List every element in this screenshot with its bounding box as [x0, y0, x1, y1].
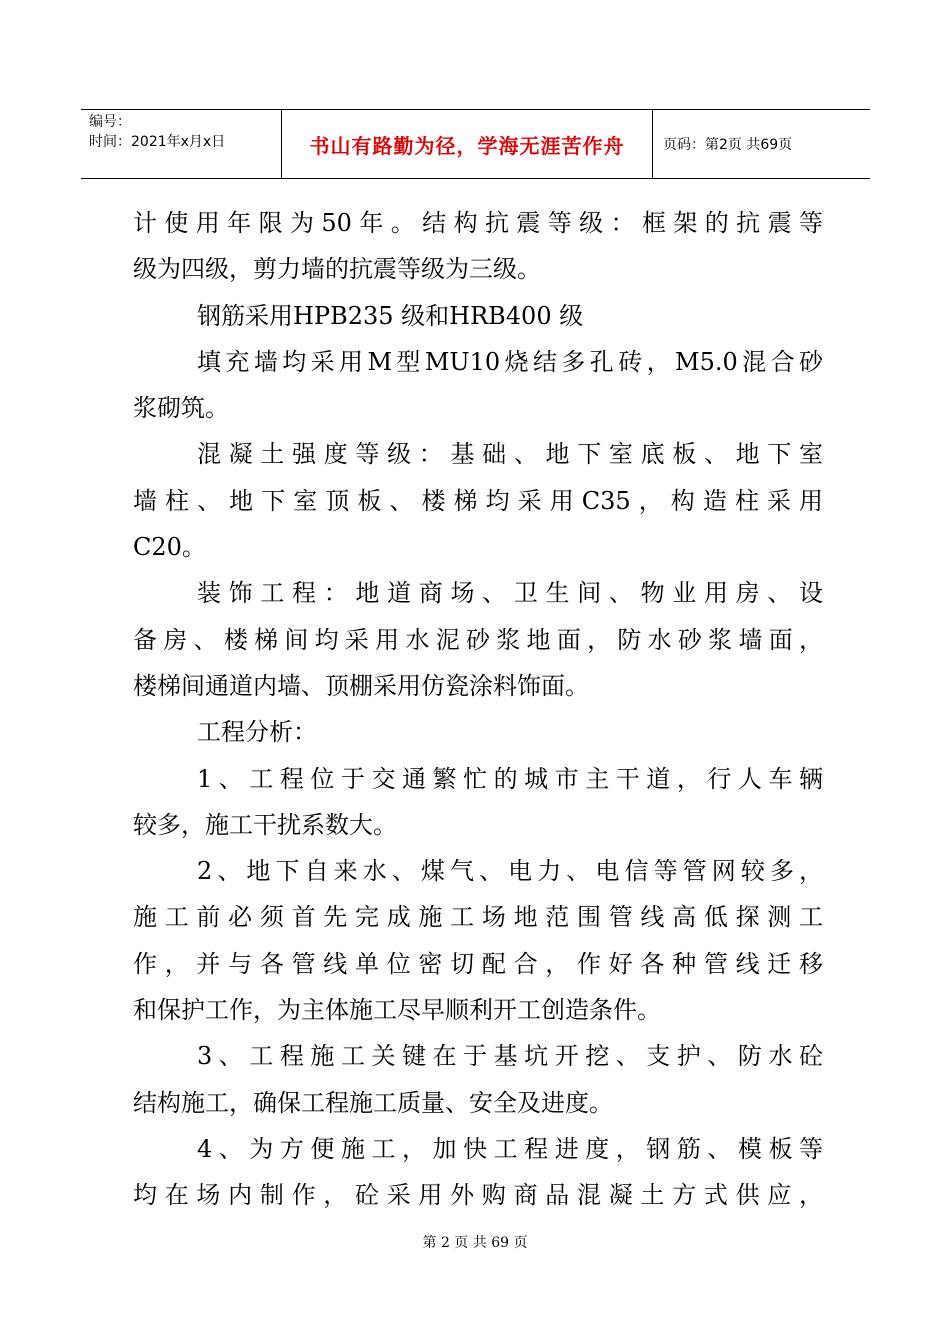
text-line: 施工前必须首先完成施工场地范围管线高低探测工 — [133, 903, 823, 932]
text-line: 装饰工程：地道商场、卫生间、物业用房、设 — [197, 579, 823, 608]
text-line: 级为四级，剪力墙的抗震等级为三级。 — [133, 255, 541, 284]
text-line: 均在场内制作，砼采用外购商品混凝土方式供应， — [133, 1181, 823, 1210]
text-line: 工程分析： — [197, 718, 317, 747]
text-line: 较多，施工干扰系数大。 — [133, 810, 397, 839]
text-line: 钢筋采用HPB235 级和HRB400 级 — [197, 301, 584, 330]
text-line: 计使用年限为50年。结构抗震等级：框架的抗震等 — [133, 209, 823, 237]
text-line: 楼梯间通道内墙、顶棚采用仿瓷涂料饰面。 — [133, 671, 589, 700]
document-body — [133, 200, 823, 1219]
text-line: 和保护工作，为主体施工尽早顺利开工创造条件。 — [133, 996, 661, 1025]
header-page-info: 页码：第2页 共69页 — [663, 137, 793, 153]
header-slogan: 书山有路勤为径，学海无涯苦作舟 — [281, 110, 653, 178]
text-line: 4、为方便施工，加快工程进度，钢筋、模板等 — [197, 1134, 823, 1163]
header-meta — [89, 112, 289, 152]
text-line: 浆砌筑。 — [133, 394, 229, 423]
page-header — [81, 109, 870, 179]
page-footer: 第 2 页 共 69 页 — [422, 1235, 528, 1251]
number-label: 编号： — [89, 114, 131, 130]
text-line: 结构施工，确保工程施工质量、安全及进度。 — [133, 1088, 613, 1117]
text-line: 备房、楼梯间均采用水泥砂浆地面，防水砂浆墙面， — [133, 625, 823, 654]
text-line: 2、地下自来水、煤气、电力、电信等管网较多， — [197, 857, 823, 886]
text-line: C20。 — [133, 533, 206, 562]
text-line: 作，并与各管线单位密切配合，作好各种管线迁移 — [133, 949, 823, 978]
text-line: 填充墙均采用M型MU10烧结多孔砖，M5.0混合砂 — [197, 347, 823, 376]
text-line: 混凝土强度等级：基础、地下室底板、地下室 — [197, 440, 823, 469]
time-label: 时间：2021年x月x日 — [89, 134, 226, 150]
text-line: 1、工程位于交通繁忙的城市主干道，行人车辆 — [197, 764, 823, 793]
text-line: 3、工程施工关键在于基坑开挖、支护、防水砼 — [197, 1042, 823, 1071]
text-line: 墙柱、地下室顶板、楼梯均采用C35，构造柱采用 — [133, 486, 823, 515]
